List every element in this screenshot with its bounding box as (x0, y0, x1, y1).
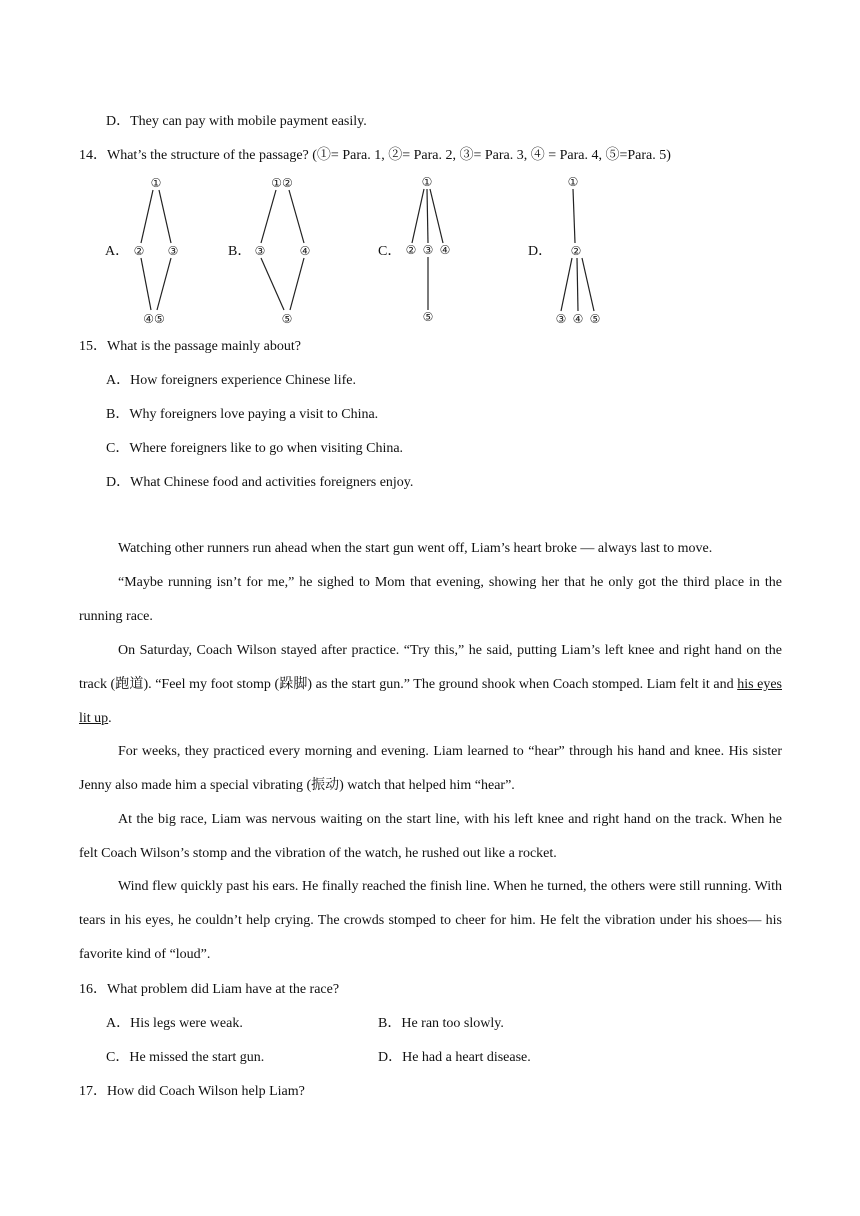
q14-question: 14．What’s the structure of the passage? (①= Para. 1, ②= Para. 2, ③= Para. 3, ④ = Para. 4, ⑤=Para. 5) (79, 148, 671, 163)
q13-option-d: D．They can pay with mobile payment easily. (106, 114, 367, 129)
q16-question: 16．What problem did Liam have at the race? (79, 982, 340, 997)
passage-paragraph-2: “Maybe running isn’t for me,” he sighed to Mom that evening, showing her that he only got the third place in the running race. (79, 575, 782, 624)
diagram-d-node-3: ③ (555, 312, 567, 326)
diagram-d-node-4: ④ (572, 312, 584, 326)
passage-paragraph-4: For weeks, they practiced every morning and evening. Liam learned to “hear” through his hand and knee. His sister Jenny also made him a special vibrating (振动) watch that helped him “hear”. (79, 744, 782, 793)
q17-question: 17．How did Coach Wilson help Liam? (79, 1084, 305, 1099)
diagram-a-node-1: ① (150, 176, 162, 190)
q16-option-d: D．He had a heart disease. (378, 1050, 531, 1065)
passage-paragraph-1: Watching other runners run ahead when the start gun went off, Liam’s heart broke — always last to move. (118, 541, 713, 556)
q16-option-c: C．He missed the start gun. (106, 1050, 265, 1065)
q15-option-d: D．What Chinese food and activities foreigners enjoy. (106, 475, 414, 490)
diagram-d-node-1: ① (567, 175, 579, 189)
diagram-b-node-3: ③ (254, 244, 266, 258)
diagram-c-node-3: ③ (422, 243, 434, 257)
diagram-c-node-2: ② (405, 243, 417, 257)
q16-option-b: B．He ran too slowly. (378, 1016, 504, 1031)
q14-option-c-label: C． (378, 244, 402, 259)
diagram-c-node-5: ⑤ (422, 310, 434, 324)
diagram-d-node-2: ② (570, 244, 582, 258)
q15-option-a: A．How foreigners experience Chinese life. (106, 373, 356, 388)
diagram-c-node-4: ④ (439, 243, 451, 257)
diagram-b-node-4: ④ (299, 244, 311, 258)
diagram-a-node-3: ③ (167, 244, 179, 258)
q15-question: 15．What is the passage mainly about? (79, 339, 301, 354)
q14-option-a-label: A． (105, 244, 130, 259)
q15-option-b: B．Why foreigners love paying a visit to China. (106, 407, 379, 422)
diagram-a-node-2: ② (133, 244, 145, 258)
underlined-phrase: his eyes lit up (79, 677, 782, 726)
q14-option-b-label: B． (228, 244, 252, 259)
diagram-a-node-45: ④⑤ (143, 312, 165, 326)
passage-paragraph-3: On Saturday, Coach Wilson stayed after practice. “Try this,” he said, putting Liam’s left knee and right hand on the track (跑道). “Feel my foot stomp (跺脚) as the start gun.” The ground shook when Coach stomped. Liam felt it and his eyes lit up. (79, 643, 782, 726)
passage-paragraph-6: Wind flew quickly past his ears. He finally reached the finish line. When he turned, the others were still running. With tears in his eyes, he couldn’t help crying. The crowds stomped to cheer for him. He felt the vibration under his shoes— his favorite kind of “loud”. (79, 879, 782, 962)
diagram-b-node-12: ①② (271, 176, 293, 190)
diagram-b-node-5: ⑤ (281, 312, 293, 326)
passage-paragraph-5: At the big race, Liam was nervous waiting on the start line, with his left knee and right hand on the track. When he felt Coach Wilson’s stomp and the vibration of the watch, he rushed out like a rocket. (79, 812, 782, 861)
diagram-d-node-5: ⑤ (589, 312, 601, 326)
q15-option-c: C．Where foreigners like to go when visiting China. (106, 441, 404, 456)
q14-option-d-label: D． (528, 244, 553, 259)
diagram-c-node-1: ① (421, 175, 433, 189)
q14-structure-diagrams (0, 170, 860, 335)
q16-option-a: A．His legs were weak. (106, 1016, 243, 1031)
